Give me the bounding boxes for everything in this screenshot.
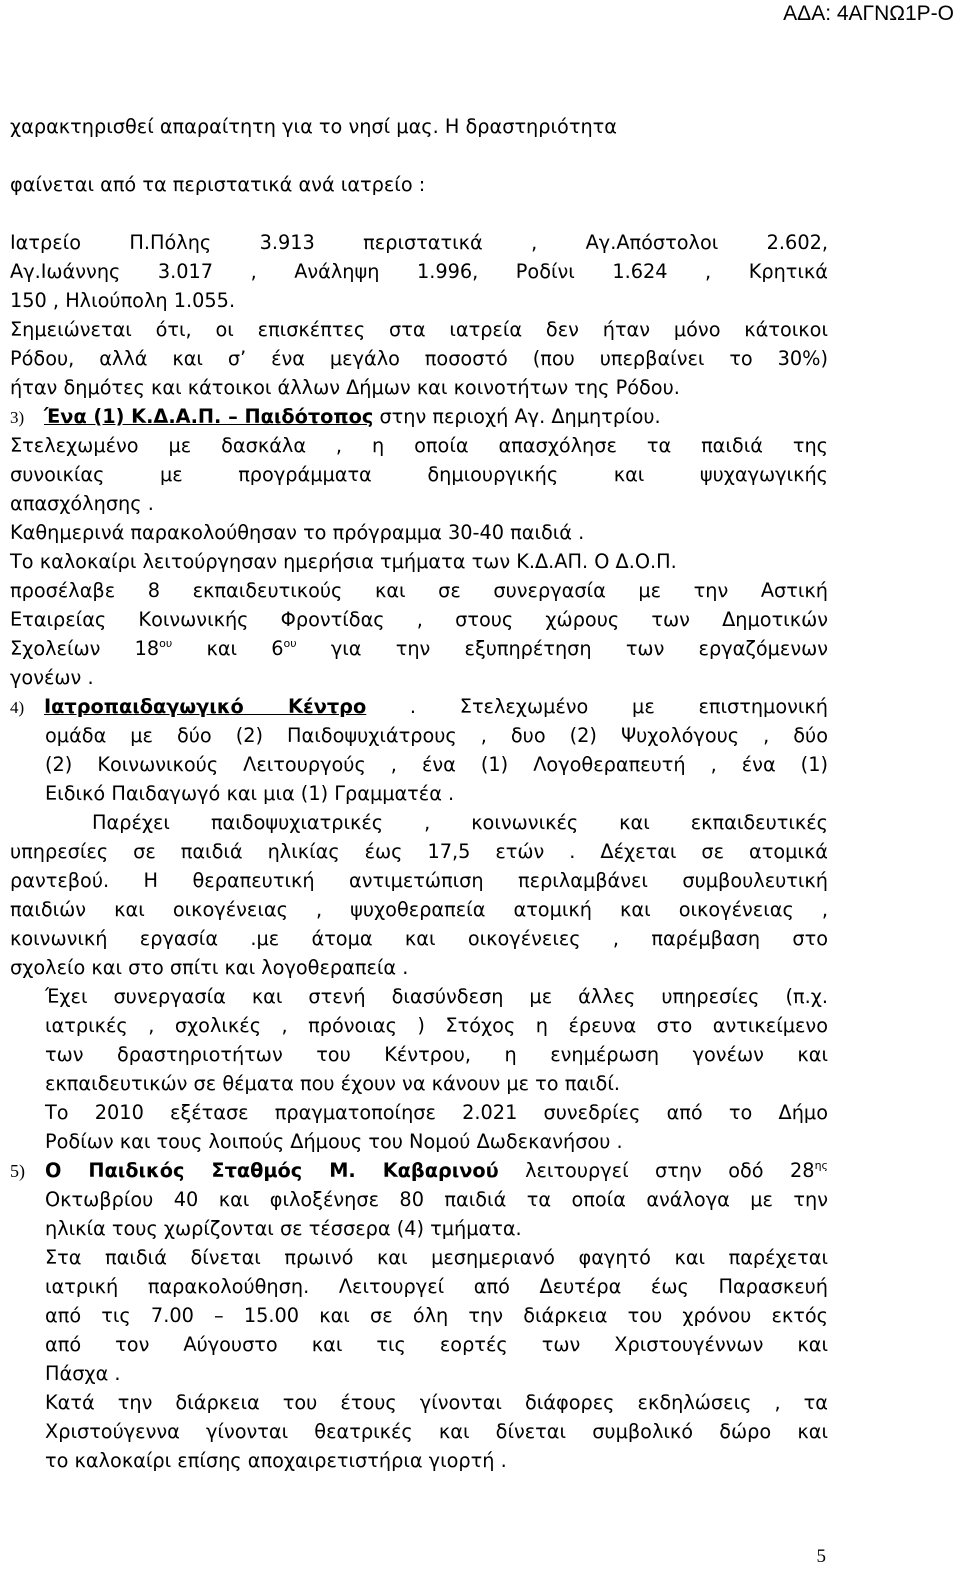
text-line: Παρέχει παιδοψυχιατρικές , κοινωνικές και εκπαιδευτικές — [92, 811, 828, 834]
document-body — [10, 112, 828, 1475]
item-3-title: Ένα (1) Κ.Δ.Α.Π. – Παιδότοπος — [44, 405, 374, 428]
text-line: Στα παιδιά δίνεται πρωινό και μεσημεριανό φαγητό και παρέχεται — [45, 1246, 828, 1269]
text-line: το καλοκαίρι επίσης αποχαιρετιστήρια γιορτή . — [45, 1449, 507, 1472]
text-line: Πάσχα . — [45, 1362, 121, 1385]
text-line: Σχολείων $18^{o\upsilon}$ και $6^{o\upsilon}$ για την εξυπηρέτηση των εργαζόμενων — [10, 637, 829, 660]
text-line: ήταν δημότες και κάτοικοι άλλων Δήμων και κοινοτήτων της Ρόδου. — [10, 376, 680, 399]
text-line: χαρακτηρισθεί απαραίτητη για το νησί μας. Η δραστηριότητα — [10, 115, 617, 138]
text-line: Το 2010 εξέτασε πραγματοποίησε 2.021 συνεδρίες από το Δήμο — [45, 1101, 828, 1124]
item-4-heading: 4) Ιατροπαιδαγωγικό Κέντρο . Στελεχωμένο με επιστημονική — [10, 692, 828, 721]
text-line: από τις 7.00 – 15.00 και σε όλη την διάρκεια του χρόνου εκτός — [45, 1304, 828, 1327]
text-line: Στελεχωμένο με δασκάλα , η οποία απασχόλησε τα παιδιά της — [10, 434, 828, 457]
text-line: ραντεβού. Η θεραπευτική αντιμετώπιση περιλαμβάνει συμβουλευτική — [10, 869, 828, 892]
text-line: συνοικίας με προγράμματα δημιουργικής και ψυχαγωγικής — [10, 463, 828, 486]
text-line: ομάδα με δύο (2) Παιδοψυχιάτρους , δυο (2) Ψυχολόγους , δύο — [45, 724, 828, 747]
text-line: εκπαιδευτικών σε θέματα που έχουν να κάνουν με το παιδί. — [45, 1072, 621, 1095]
item-4-title: Ιατροπαιδαγωγικό Κέντρο — [44, 695, 367, 718]
text-line: παιδιών και οικογένειας , ψυχοθεραπεία ατομική και οικογένειας , — [10, 898, 828, 921]
item-number: 4) — [10, 698, 25, 717]
text-line: Έχει συνεργασία και στενή διασύνδεση με άλλες υπηρεσίες (π.χ. — [45, 985, 828, 1008]
text-line: Ιατρείο Π.Πόλης 3.913 περιστατικά , Αγ.Απόστολοι 2.602, — [10, 231, 828, 254]
text-line: των δραστηριοτήτων του Κέντρου, η ενημέρωση γονέων και — [45, 1043, 828, 1066]
text-line: Αγ.Ιωάννης 3.017 , Ανάληψη 1.996, Ροδίνι 1.624 , Κρητικά — [10, 260, 828, 283]
text-line: σχολείο και στο σπίτι και λογοθεραπεία . — [10, 956, 409, 979]
text-line: ιατρικές , σχολικές , πρόνοιας ) Στόχος η έρευνα στο αντικείμενο — [45, 1014, 828, 1037]
text-line: γονέων . — [10, 666, 94, 689]
item-3-heading: 3) Ένα (1) Κ.Δ.Α.Π. – Παιδότοπος στην περιοχή Αγ. Δημητρίου. — [10, 402, 828, 431]
page-number: 5 — [816, 1546, 826, 1567]
text-line: Καθημερινά παρακολούθησαν το πρόγραμμα 30-40 παιδιά . — [10, 521, 585, 544]
text-line: κοινωνική εργασία .με άτομα και οικογένειες , παρέμβαση στο — [10, 927, 828, 950]
text-line: απασχόλησης . — [10, 492, 154, 515]
text-line: Εταιρείας Κοινωνικής Φροντίδας , στους χώρους των Δημοτικών — [10, 608, 828, 631]
item-number: 5) — [10, 1161, 25, 1181]
text-line: Κατά την διάρκεια του έτους γίνονται διάφορες εκδηλώσεις , τα — [45, 1391, 828, 1414]
text-line: ηλικία τους χωρίζονται σε τέσσερα (4) τμήματα. — [45, 1217, 522, 1240]
text-line: προσέλαβε 8 εκπαιδευτικούς και σε συνεργασία με την Αστική — [10, 579, 828, 602]
text-line: Σημειώνεται ότι, οι επισκέπτες στα ιατρεία δεν ήταν μόνο κάτοικοι — [10, 318, 828, 341]
text-line: Ειδικό Παιδαγωγό και μια (1) Γραμματέα . — [45, 782, 455, 805]
text-line: φαίνεται από τα περιστατικά ανά ιατρείο : — [10, 173, 426, 196]
text-line: ιατρική παρακολούθηση. Λειτουργεί από Δευτέρα έως Παρασκευή — [45, 1275, 828, 1298]
text-line: από τον Αύγουστο και τις εορτές των Χριστουγέννων και — [45, 1333, 828, 1356]
item-5-heading: 5) Ο Παιδικός Σταθμός Μ. Καβαρινού λειτουργεί στην οδό $28^{\eta\varsigma}$ — [10, 1156, 828, 1185]
text-line: (2) Κοινωνικούς Λειτουργούς , ένα (1) Λογοθεραπευτή , ένα (1) — [45, 753, 828, 776]
text-line: Ροδίων και τους λοιπούς Δήμους του Νομού Δωδεκανήσου . — [45, 1130, 623, 1153]
text-line: 150 , Ηλιούπολη 1.055. — [10, 289, 236, 312]
text-line: Χριστούγεννα γίνονται θεατρικές και δίνεται συμβολικό δώρο και — [45, 1420, 828, 1443]
text-line: Το καλοκαίρι λειτούργησαν ημερήσια τμήματα των Κ.Δ.ΑΠ. Ο Δ.Ο.Π. — [10, 550, 677, 573]
text-line: υπηρεσίες σε παιδιά ηλικίας έως 17,5 ετών . Δέχεται σε ατομικά — [10, 840, 828, 863]
item-5-title: Ο Παιδικός Σταθμός Μ. Καβαρινού — [45, 1159, 499, 1182]
text-line: Ρόδου, αλλά και σ’ ένα μεγάλο ποσοστό (που υπερβαίνει το 30%) — [10, 347, 828, 370]
item-number: 3) — [10, 408, 25, 427]
text-line: Οκτωβρίου 40 και φιλοξένησε 80 παιδιά τα οποία ανάλογα με την — [45, 1188, 828, 1211]
ada-header: ΑΔΑ: 4ΑΓΝΩ1Ρ-Ο — [783, 2, 954, 25]
